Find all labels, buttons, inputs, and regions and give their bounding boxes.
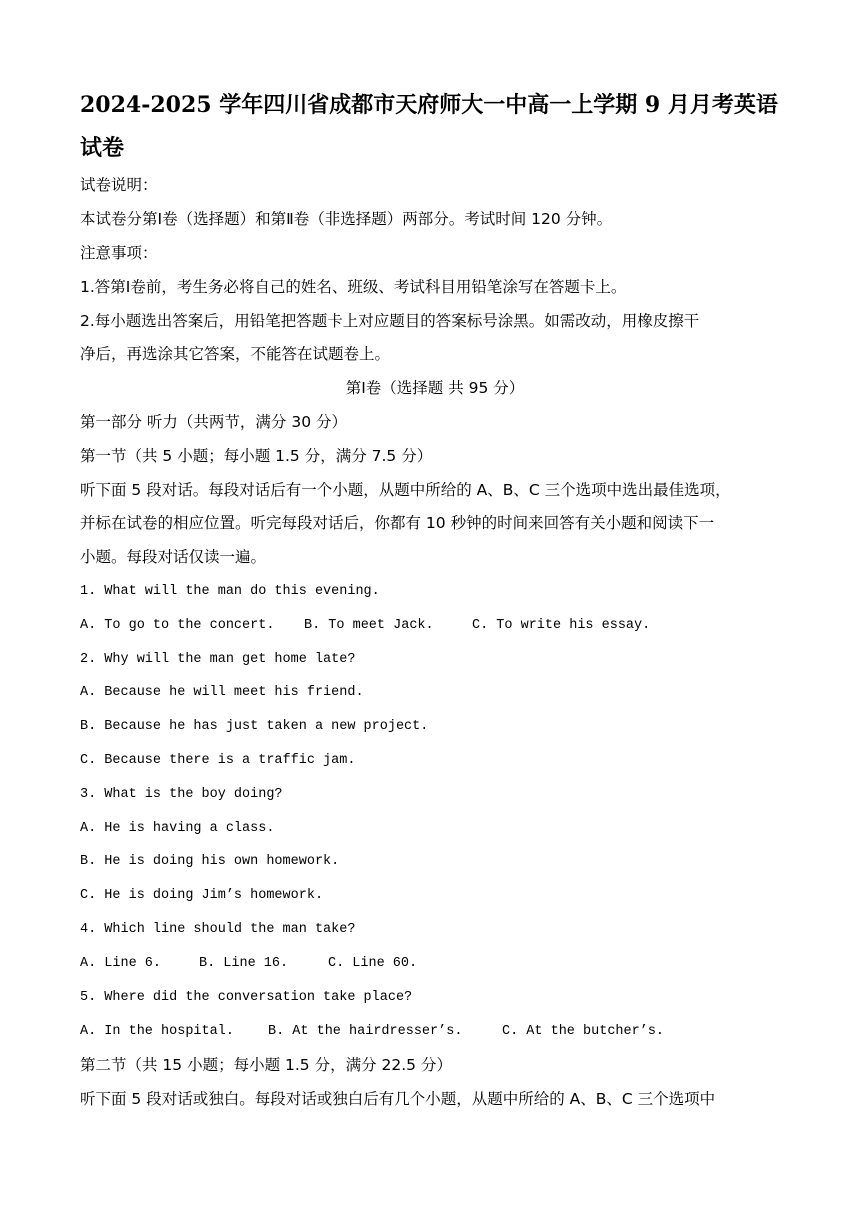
question-3-option-b: B. He is doing his own homework. (80, 854, 340, 869)
question-5-option-c: C. At the butcher’s. (502, 1024, 665, 1039)
question-3-option-a: A. He is having a class. (80, 821, 275, 836)
question-3-stem: 3. What is the boy doing? (80, 787, 283, 802)
section-1-instructions-line-3: 小题。每段对话仅读一遍。 (80, 548, 267, 566)
question-5-stem: 5. Where did the conversation take place? (80, 990, 413, 1005)
document-title-line-1: 2024-2025 学年四川省成都市天府师大一中高一上学期 9 月月考英语 (80, 92, 778, 118)
question-2-option-a: A. Because he will meet his friend. (80, 685, 364, 700)
section-2-instructions-line-1: 听下面 5 段对话或独白。每段对话或独白后有几个小题，从题中所给的 A、B、C 三个选项中 (80, 1090, 716, 1108)
attention-item-2-line-2: 净后，再选涂其它答案，不能答在试题卷上。 (80, 345, 391, 363)
question-4-option-b: B. Line 16. (199, 956, 289, 971)
part-1-title: 第一部分 听力（共两节，满分 30 分） (80, 413, 348, 431)
question-1-option-a: A. To go to the concert. (80, 618, 275, 633)
question-5-option-b: B. At the hairdresser’s. (268, 1024, 463, 1039)
question-2-option-c: C. Because there is a traffic jam. (80, 753, 356, 768)
question-3-option-c: C. He is doing Jim’s homework. (80, 888, 324, 903)
question-1-stem: 1. What will the man do this evening. (80, 584, 380, 599)
notes-heading: 试卷说明： (80, 176, 158, 194)
question-5-option-a: A. In the hospital. (80, 1024, 234, 1039)
volume-title: 第Ⅰ卷（选择题 共 95 分） (345, 379, 525, 397)
document-title-line-2: 试卷 (80, 135, 125, 161)
section-2-title: 第二节（共 15 小题；每小题 1.5 分，满分 22.5 分） (80, 1056, 452, 1074)
question-2-option-b: B. Because he has just taken a new project. (80, 719, 429, 734)
section-1-instructions-line-1: 听下面 5 段对话。每段对话后有一个小题，从题中所给的 A、B、C 三个选项中选出最佳选项， (80, 481, 731, 499)
question-1-option-c: C. To write his essay. (472, 618, 651, 633)
question-2-stem: 2. Why will the man get home late? (80, 652, 356, 667)
question-4-stem: 4. Which line should the man take? (80, 922, 356, 937)
section-1-title: 第一节（共 5 小题；每小题 1.5 分，满分 7.5 分） (80, 447, 433, 465)
question-4-option-c: C. Line 60. (328, 956, 418, 971)
notes-line: 本试卷分第Ⅰ卷（选择题）和第Ⅱ卷（非选择题）两部分。考试时间 120 分钟。 (80, 210, 613, 228)
question-1-option-b: B. To meet Jack. (304, 618, 434, 633)
question-4-option-a: A. Line 6. (80, 956, 162, 971)
section-1-instructions-line-2: 并标在试卷的相应位置。听完每段对话后，你都有 10 秒钟的时间来回答有关小题和阅读下一 (80, 514, 715, 532)
attention-item-2-line-1: 2.每小题选出答案后，用铅笔把答题卡上对应题目的答案标号涂黑。如需改动，用橡皮擦干 (80, 312, 700, 330)
attention-item-1: 1.答第Ⅰ卷前，考生务必将自己的姓名、班级、考试科目用铅笔涂写在答题卡上。 (80, 278, 627, 296)
attention-heading: 注意事项： (80, 244, 158, 262)
